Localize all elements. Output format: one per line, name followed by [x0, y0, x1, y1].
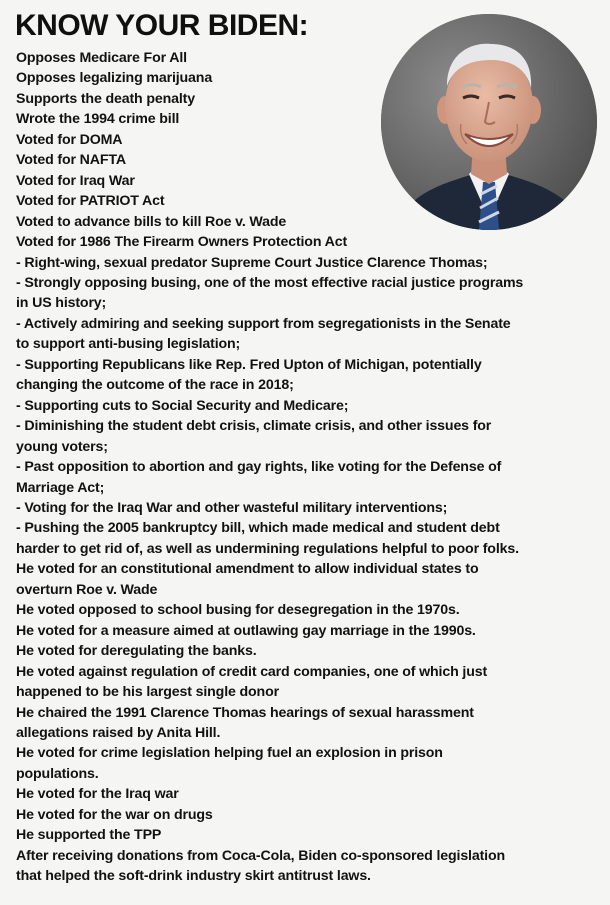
list-item: - Supporting cuts to Social Security and Medicare;	[16, 397, 349, 414]
list-item: Supports the death penalty	[16, 90, 195, 107]
list-item: After receiving donations from Coca-Cola, Biden co-sponsored legislation	[16, 847, 505, 864]
list-item: Voted for DOMA	[16, 131, 123, 148]
list-item: He chaired the 1991 Clarence Thomas hearings of sexual harassment	[16, 704, 474, 721]
list-item: He voted against regulation of credit card companies, one of which just	[16, 663, 488, 680]
list-item: - Actively admiring and seeking support from segregationists in the Senate	[16, 315, 511, 332]
list-item: - Right-wing, sexual predator Supreme Court Justice Clarence Thomas;	[16, 254, 488, 271]
list-item: Voted for NAFTA	[16, 152, 126, 169]
statement-list	[16, 48, 606, 887]
list-item: Marriage Act;	[16, 479, 105, 496]
list-item: that helped the soft-drink industry skirt antitrust laws.	[16, 868, 371, 885]
list-item: - Voting for the Iraq War and other wasteful military interventions;	[16, 499, 448, 516]
list-item: - Supporting Republicans like Rep. Fred Upton of Michigan, potentially	[16, 356, 482, 373]
list-item: populations.	[16, 765, 99, 782]
list-item: Opposes legalizing marijuana	[16, 70, 213, 87]
list-item: Opposes Medicare For All	[16, 50, 187, 66]
list-item: He voted for a measure aimed at outlawing gay marriage in the 1990s.	[16, 622, 476, 639]
list-item: He voted for the war on drugs	[16, 806, 213, 823]
list-item: Voted for 1986 The Firearm Owners Protection Act	[16, 234, 348, 251]
list-item: He voted opposed to school busing for desegregation in the 1970s.	[16, 602, 460, 619]
list-item: changing the outcome of the race in 2018;	[16, 377, 294, 394]
list-item: harder to get rid of, as well as undermining regulations helpful to poor folks.	[16, 540, 519, 557]
list-item: Voted to advance bills to kill Roe v. Wade	[16, 213, 287, 230]
list-item: He voted for the Iraq war	[16, 786, 179, 803]
list-item: Wrote the 1994 crime bill	[16, 111, 180, 128]
list-item: - Diminishing the student debt crisis, climate crisis, and other issues for	[16, 418, 492, 435]
list-item: Voted for PATRIOT Act	[16, 193, 165, 210]
list-item: in US history;	[16, 295, 107, 312]
list-item: He supported the TPP	[16, 827, 162, 844]
page-title: KNOW YOUR BIDEN:	[15, 9, 309, 42]
list-item: Voted for Iraq War	[16, 172, 135, 189]
list-item: to support anti-busing legislation;	[16, 336, 241, 353]
list-item: allegations raised by Anita Hill.	[16, 724, 221, 741]
list-item: - Strongly opposing busing, one of the most effective racial justice programs	[16, 274, 524, 291]
list-item: overturn Roe v. Wade	[16, 581, 158, 598]
list-item: - Pushing the 2005 bankruptcy bill, which made medical and student debt	[16, 520, 500, 537]
list-item: young voters;	[16, 438, 108, 455]
list-item: He voted for deregulating the banks.	[16, 643, 257, 660]
list-item: He voted for crime legislation helping fuel an explosion in prison	[16, 745, 443, 762]
list-item: He voted for an constitutional amendment to allow individual states to	[16, 561, 479, 578]
list-item: happened to be his largest single donor	[16, 684, 279, 701]
list-item: - Past opposition to abortion and gay rights, like voting for the Defense of	[16, 459, 502, 476]
